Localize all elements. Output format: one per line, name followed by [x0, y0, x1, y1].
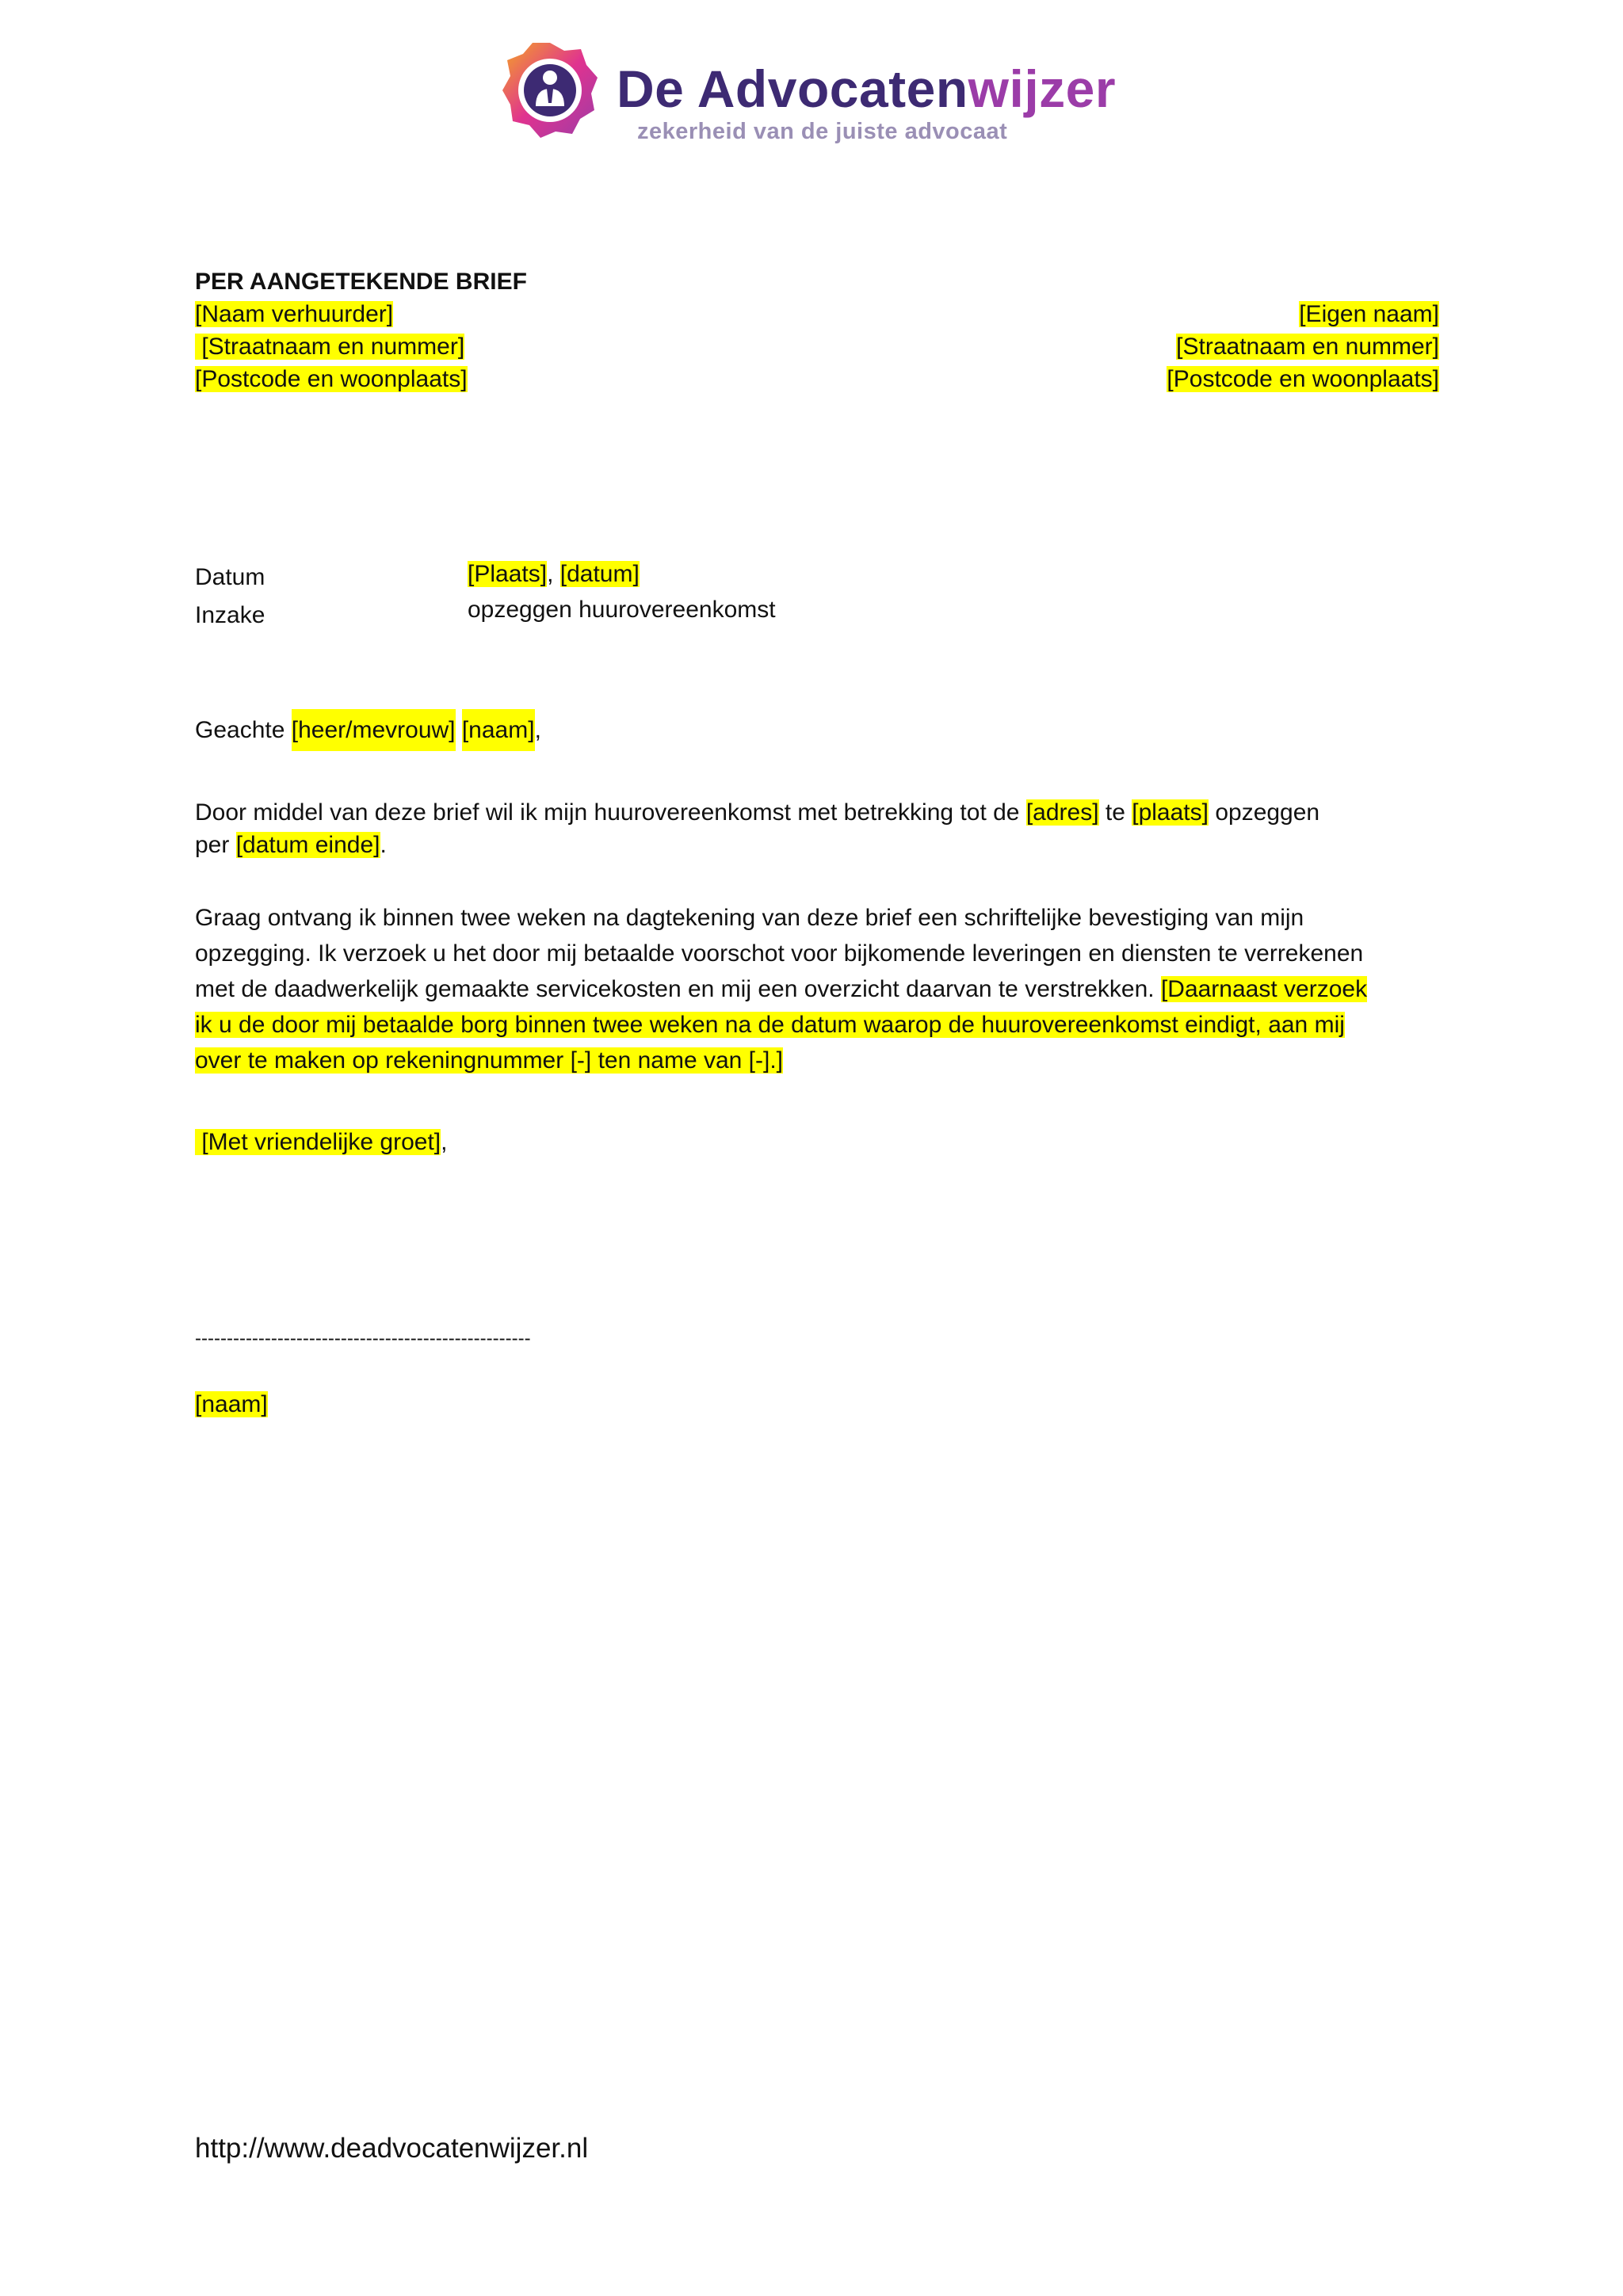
recipient-street-placeholder: [Straatnaam en nummer]	[195, 334, 465, 360]
para1-text5: .	[380, 832, 387, 858]
para2-line4	[195, 1009, 1345, 1041]
sender-street-placeholder: [Straatnaam en nummer]	[1176, 334, 1439, 360]
para1-text3: opzeggen	[1208, 799, 1320, 826]
sender-name-placeholder: [Eigen naam]	[1299, 301, 1439, 327]
salutation-suffix: ,	[534, 717, 541, 743]
person-badge-icon	[501, 41, 599, 139]
recipient-name	[195, 299, 393, 330]
logo	[501, 41, 1135, 152]
subject-label: Inzake	[195, 602, 265, 628]
salutation-space	[456, 717, 462, 743]
logo-tagline: zekerheid van de juiste advocaat	[637, 119, 1008, 144]
salutation-name-placeholder: [naam]	[462, 709, 535, 751]
subject-value: opzeggen huurovereenkomst	[468, 597, 776, 623]
recipient-city	[195, 364, 468, 395]
para2-line5	[195, 1045, 783, 1077]
place-placeholder: [plaats]	[1132, 799, 1209, 826]
salutation-title-placeholder: [heer/mevrouw]	[292, 709, 456, 751]
date-separator: ,	[547, 561, 560, 587]
logo-name	[617, 59, 1116, 119]
letter-heading: PER AANGETEKENDE BRIEF	[195, 269, 527, 295]
signature-line: -----------------------------------------------------	[195, 1328, 531, 1349]
end-date-placeholder: [datum einde]	[235, 832, 380, 858]
closing-suffix: ,	[441, 1129, 448, 1155]
logo-name-part2: wijzer	[968, 59, 1117, 118]
para1-text2: te	[1098, 799, 1132, 826]
date-value	[468, 559, 640, 590]
salutation	[195, 715, 541, 746]
sender-name	[1030, 299, 1439, 330]
para2-line1: Graag ontvang ik binnen twee weken na dagtekening van deze brief een schriftelijke bevestiging van mijn	[195, 905, 1304, 931]
recipient-street	[195, 331, 464, 363]
sender-street	[1030, 331, 1439, 363]
signature-name-placeholder: [naam]	[195, 1391, 268, 1417]
para1-line2	[195, 830, 387, 861]
footer-url[interactable]: http://www.deadvocatenwijzer.nl	[195, 2133, 589, 2164]
logo-name-part1: De Advocaten	[617, 59, 968, 118]
deposit-clause-start: [Daarnaast verzoek	[1160, 976, 1368, 1002]
para2-line3-text: met de daadwerkelijk gemaakte servicekosten en mij een overzicht daarvan te verstrekken.	[195, 976, 1161, 1002]
recipient-name-placeholder: [Naam verhuurder]	[195, 301, 394, 327]
deposit-clause-end: over te maken op rekeningnummer [-] ten name van [-].]	[195, 1047, 784, 1074]
signature-name	[195, 1389, 268, 1421]
para2-line3	[195, 974, 1367, 1005]
date-place-placeholder: [Plaats]	[468, 561, 548, 587]
para1-text1: Door middel van deze brief wil ik mijn huurovereenkomst met betrekking tot de	[195, 799, 1026, 826]
sender-city-placeholder: [Postcode en woonplaats]	[1167, 366, 1439, 392]
recipient-city-placeholder: [Postcode en woonplaats]	[195, 366, 468, 392]
deposit-clause-middle: ik u de door mij betaalde borg binnen twee weken na de datum waarop de huurovereenkomst eindigt, aan mij	[195, 1012, 1345, 1038]
salutation-prefix: Geachte	[195, 717, 292, 743]
closing	[195, 1127, 447, 1158]
closing-placeholder: [Met vriendelijke groet]	[195, 1129, 441, 1155]
para1-text4: per	[195, 832, 236, 858]
address-placeholder: [adres]	[1025, 799, 1099, 826]
para1-line1	[195, 797, 1319, 829]
date-placeholder: [datum]	[559, 561, 640, 587]
sender-city	[1030, 364, 1439, 395]
para2-line2: opzegging. Ik verzoek u het door mij betaalde voorschot voor bijkomende leveringen en diensten te verrekenen	[195, 940, 1364, 967]
date-label: Datum	[195, 564, 265, 590]
